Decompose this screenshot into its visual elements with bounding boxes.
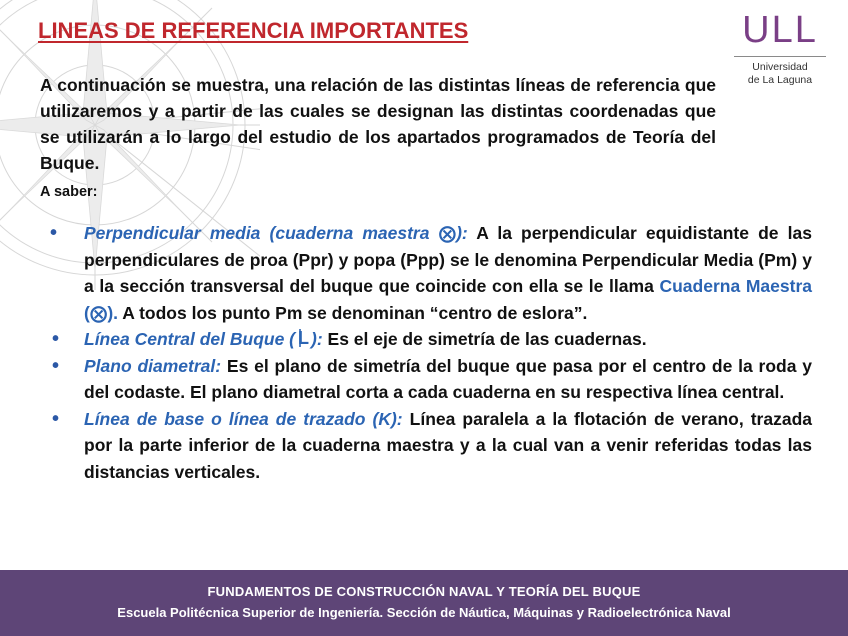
term-linea-central-close: ):	[311, 329, 323, 349]
logo-divider	[734, 56, 826, 57]
term-linea-de-base: Línea de base o línea de trazado (K):	[84, 408, 403, 429]
list-item-linea-central	[52, 326, 812, 353]
definition-text: Línea paralela a la flotación de verano, trazada por la parte inferior de la cuaderna maestra y a la cual van a venir referidas todas las distancias verticales.	[84, 408, 812, 482]
page-title: LINEAS DE REFERENCIA IMPORTANTES	[38, 18, 469, 43]
definition-text: A la perpendicular equidistante de las perpendiculares de proa (Ppr) y popa (Ppp) se le denomina Perpendicular Media (Pm) y a la sección transversal del buque que coincide con ella se le llama	[84, 223, 812, 296]
definition-text: Es el plano de simetría del buque que pasa por el centro de la roda y del codaste. El plano diametral corta a cada cuaderna en su respectiva línea central.	[84, 355, 812, 402]
ull-logo-mark	[732, 8, 828, 48]
list-item-linea-de-base	[52, 406, 812, 486]
term-linea-central: Línea Central del Buque (	[84, 329, 295, 349]
bullet-icon: •	[52, 328, 60, 350]
bullet-icon: •	[50, 222, 58, 244]
centerline-symbol-icon	[297, 329, 309, 347]
highlight-cuaderna-maestra: Cuaderna Maestra (⨂).	[84, 276, 812, 323]
list-item-perpendicular-media	[50, 220, 812, 326]
footer-bar	[0, 570, 848, 636]
bullet-icon: •	[52, 407, 60, 430]
footer-course-title: FUNDAMENTOS DE CONSTRUCCIÓN NAVAL Y TEORÍA DEL BUQUE	[207, 584, 641, 599]
term-plano-diametral: Plano diametral:	[84, 355, 222, 376]
bullet-icon: •	[52, 354, 60, 377]
term-perpendicular-media: Perpendicular media (cuaderna maestra ⨂):	[84, 223, 468, 243]
footer-school-name: Escuela Politécnica Superior de Ingeniería. Sección de Náutica, Máquinas y Radioelectrónica Naval	[117, 605, 731, 620]
svg-text:L: L	[298, 329, 309, 347]
logo-university-line2: de La Laguna	[747, 74, 813, 86]
definition-text: A todos los punto Pm se denominan “centro de eslora”.	[118, 302, 588, 323]
university-logo	[728, 8, 832, 87]
definition-text: Es el eje de simetría de las cuadernas.	[322, 329, 647, 349]
intro-paragraph: A continuación se muestra, una relación de las distintas líneas de referencia que utilizaremos y a partir de las cuales se designan las distintas coordenadas que se utilizarán a lo largo del estudio de los apartados programados de Teoría del Buque.	[40, 75, 716, 173]
logo-university-line1: Universidad	[752, 61, 808, 73]
reference-lines-list	[50, 220, 812, 485]
list-item-plano-diametral	[52, 353, 812, 406]
svg-text:ULL: ULL	[742, 9, 818, 48]
a-saber-label: A saber:	[40, 184, 98, 200]
